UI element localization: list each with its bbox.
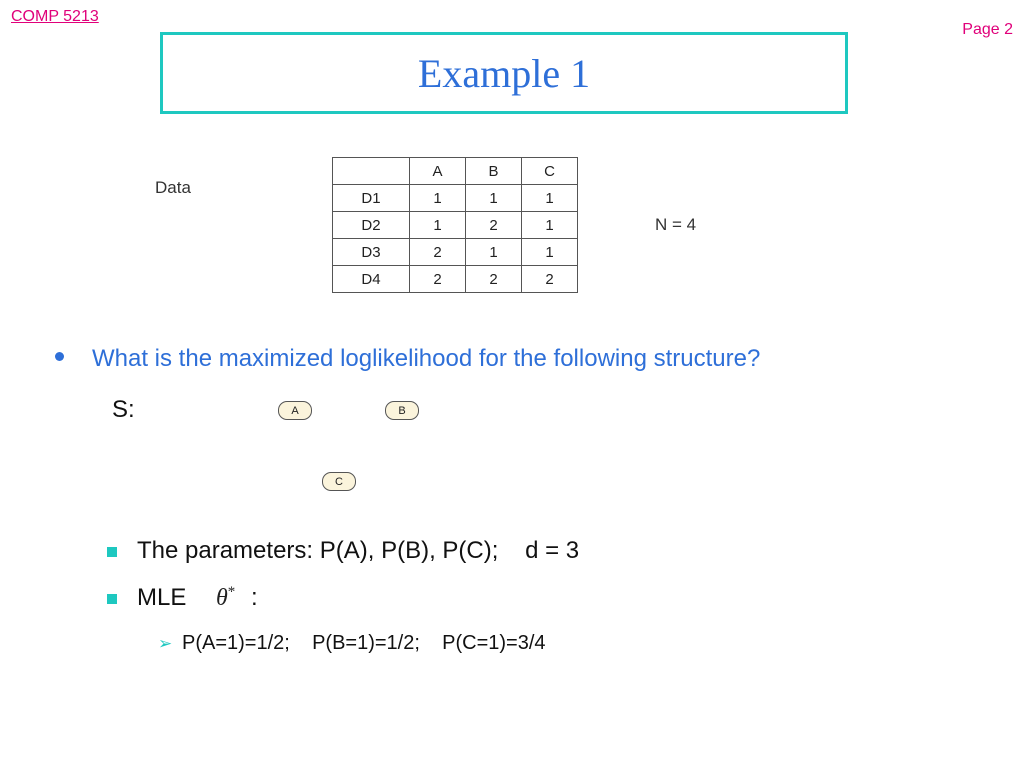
theta-symbol: θ — [216, 585, 228, 611]
page-number: Page 2 — [962, 21, 1013, 38]
arrow-bullet-icon: ➢ — [158, 634, 173, 653]
table-cell: D2 — [333, 212, 410, 239]
table-header-cell — [333, 158, 410, 185]
table-cell: 2 — [466, 212, 522, 239]
table-cell: 1 — [522, 239, 578, 266]
node-c: C — [322, 472, 356, 491]
theta-star-symbol — [216, 584, 235, 612]
table-cell: 2 — [410, 266, 466, 293]
table-cell: 2 — [466, 266, 522, 293]
table-cell: 1 — [466, 239, 522, 266]
square-bullet-icon — [107, 547, 117, 557]
table-cell: 1 — [466, 185, 522, 212]
sample-size-label: N = 4 — [655, 215, 697, 234]
mle-label: MLE — [137, 584, 187, 611]
table-cell: 1 — [410, 185, 466, 212]
table-row — [333, 266, 578, 293]
theta-superscript: * — [227, 584, 236, 600]
table-header-cell: C — [522, 158, 578, 185]
table-header-cell: B — [466, 158, 522, 185]
table-cell: 2 — [522, 266, 578, 293]
table-cell: 1 — [522, 212, 578, 239]
parameters-text: The parameters: P(A), P(B), P(C); d = 3 — [137, 537, 580, 564]
mle-colon: : — [251, 584, 258, 611]
round-bullet-icon — [55, 352, 64, 361]
table-cell: D4 — [333, 266, 410, 293]
title-box — [160, 32, 848, 114]
table-header-cell: A — [410, 158, 466, 185]
course-link[interactable]: COMP 5213 — [11, 8, 99, 25]
table-header-row — [333, 158, 578, 185]
table-cell: 1 — [522, 185, 578, 212]
question-text: What is the maximized loglikelihood for the following structure? — [92, 345, 761, 372]
table-cell: D3 — [333, 239, 410, 266]
table-cell: 1 — [410, 212, 466, 239]
node-b: B — [385, 401, 419, 420]
structure-label: S: — [112, 396, 135, 423]
square-bullet-icon — [107, 594, 117, 604]
slide-title: Example 1 — [417, 50, 591, 96]
table-row — [333, 239, 578, 266]
table-cell: D1 — [333, 185, 410, 212]
table-row — [333, 185, 578, 212]
table-row — [333, 212, 578, 239]
table-cell: 2 — [410, 239, 466, 266]
data-table — [332, 157, 578, 293]
node-a: A — [278, 401, 312, 420]
mle-values-text: P(A=1)=1/2; P(B=1)=1/2; P(C=1)=3/4 — [182, 632, 546, 654]
data-label: Data — [155, 178, 191, 197]
